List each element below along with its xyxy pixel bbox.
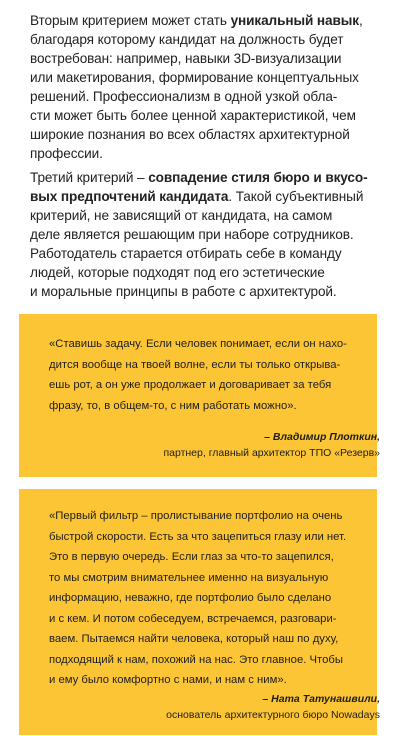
bold-phrase: совпадение стиля бюро и вкусо- [148, 170, 368, 185]
quote-line: быстрой скорости. Есть за что зацепиться глазу или нет. [49, 530, 347, 543]
paragraph-line: или макетирования, формирование концептуальных [30, 70, 359, 85]
text-span: . Такой субъективный [228, 189, 364, 204]
author-name: – Ната Татунашвили, [262, 693, 380, 705]
paragraph-line: востребован: например, навыки 3D-визуализации [30, 51, 342, 66]
quote-line: «Ставишь задачу. Если человек понимает, если он нахо- [49, 338, 347, 350]
quote-line: ешь рот, а он уже продолжает и договаривает за тебя [49, 379, 332, 391]
author-role: партнер, главный архитектор ТПО «Резерв» [163, 447, 380, 459]
paragraph-line: широкие познания во всех областях архитектурной [30, 127, 350, 142]
paragraph-line: деле является решающим при наборе сотрудников. [30, 227, 354, 242]
quote-text-tatunashvili [49, 506, 365, 691]
paragraph-line: решений. Профессионализм в одной узкой обла- [30, 89, 338, 104]
quote-attribution-tatunashvili [166, 691, 380, 723]
paragraph-line: сти может быть более ценной характеристикой, чем [30, 108, 356, 123]
author-role: основатель архитектурного бюро Nowadays [166, 709, 380, 721]
paragraph-line [30, 168, 380, 187]
quote-line: «Первый фильтр – пролистывание портфолио на очень [49, 510, 343, 522]
paragraph-line: и моральные принципы в работе с архитектурой. [30, 284, 337, 299]
paragraph-line [30, 187, 380, 206]
text-span: Вторым критерием может стать [30, 13, 231, 28]
quote-line: ваем. Пытаемся найти человека, который наш по духу, [49, 633, 339, 645]
paragraph-line: людей, которые подходят под его эстетические [30, 265, 325, 280]
paragraph-line: Работодатель старается отбирать себе в команду [30, 246, 342, 261]
text-span: Третий критерий – [30, 170, 149, 185]
quote-line: информацию, неважно, где портфолио было сделано [49, 592, 332, 604]
paragraph-line [30, 11, 380, 30]
paragraph-style-match [30, 168, 380, 301]
quote-line: и ему было комфортно с нами, и нам с ним». [49, 674, 287, 686]
bold-phrase: вых предпочтений кандидата [30, 189, 229, 204]
paragraph-unique-skill [30, 11, 380, 163]
paragraph-line: профессии. [30, 146, 103, 161]
text-span: , [358, 13, 363, 28]
quote-line: то мы смотрим внимательнее именно на визуальную [49, 571, 329, 584]
quote-text-plotkin [49, 334, 365, 416]
quote-line: и с кем. И потом собеседуем, встречаемся, разговари- [49, 612, 337, 625]
quote-attribution-plotkin [163, 429, 380, 461]
bold-phrase: уникальный навык [230, 13, 359, 28]
quote-line: дится вообще на твоей волне, если ты только открыва- [49, 358, 341, 371]
quote-line: Это в первую очередь. Если глаз за что-то зацепился, [49, 551, 334, 563]
author-name: – Владимир Плоткин, [264, 431, 380, 443]
paragraph-line: благодаря которому кандидат на должность будет [30, 32, 344, 47]
quote-line: подходящий к нам, похожий на нас. Это главное. Чтобы [49, 653, 343, 666]
paragraph-line: критерий, не зависящий от кандидата, на самом [30, 208, 333, 223]
quote-line: фразу, то, в общем-то, с ним работать можно». [49, 399, 297, 412]
